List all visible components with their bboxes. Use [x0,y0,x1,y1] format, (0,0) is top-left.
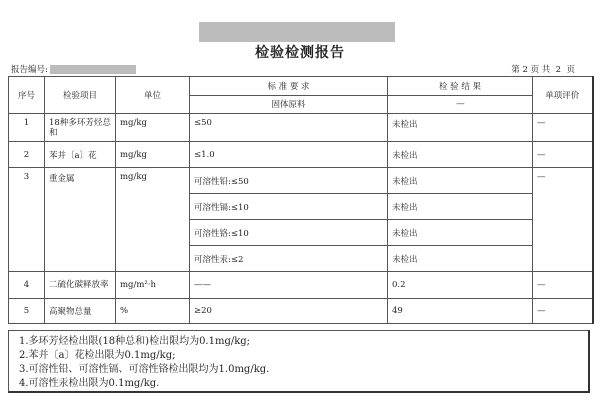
note-line: 4.可溶性汞检出限为0.1mg/kg. [19,378,160,389]
report-title: 检验检测报告 [255,45,345,61]
col-subheader-standard: 固体原料 [190,95,388,114]
row-standard: 可溶性镉:≤10 [190,194,388,220]
row-standard: ≤50 [190,114,388,142]
row-evaluation: ---- [533,142,593,168]
row-unit: mg/m²·h [116,272,190,299]
row-standard: —— [190,272,388,299]
report-number [11,63,136,75]
row-evaluation: ---- [533,272,593,299]
header-row [9,77,593,96]
row-standard: 可溶性汞:≤2 [190,246,388,272]
row-evaluation: ---- [533,114,593,142]
col-subheader-result: ---- [388,95,533,114]
col-header-seq: 序号 [9,77,45,114]
col-header-evaluation: 单项评价 [533,77,593,114]
page-info: 第 2 页 共 2 页 [511,65,575,75]
row-item: 重金属 [45,168,116,272]
row-seq: 2 [9,142,45,168]
col-header-unit: 单位 [116,77,190,114]
col-header-standard: 标 准 要 求 [190,77,388,96]
row-evaluation: ---- [533,168,593,272]
table-row [9,142,593,168]
row-result: 0.2 [388,272,533,299]
row-seq: 4 [9,272,45,299]
note-line: 3.可溶性铅、可溶性镉、可溶性铬检出限均为1.0mg/kg. [19,364,270,375]
row-unit: mg/kg [116,142,190,168]
row-seq: 5 [9,299,45,324]
table-row [9,114,593,142]
row-standard: ≥20 [190,299,388,324]
redacted-header-block [199,22,395,42]
row-item: 苯并〔a〕花 [45,142,116,168]
row-result: 未检出 [388,168,533,194]
row-standard: ≤1.0 [190,142,388,168]
note-line: 2.苯并〔a〕花检出限为0.1mg/kg; [19,350,176,361]
redacted-report-number [50,65,136,74]
note-line: 1.多环芳烃检出限(18种总和)检出限均为0.1mg/kg; [19,336,251,347]
row-result: 未检出 [388,220,533,246]
row-seq: 1 [9,114,45,142]
table-row [9,272,593,299]
row-item: 高聚物总量 [45,299,116,324]
row-item: 18种多环芳烃总和 [45,114,116,142]
row-unit: mg/kg [116,168,190,272]
col-header-result: 检 验 结 果 [388,77,533,96]
row-standard: 可溶性铬:≤10 [190,220,388,246]
row-item: 二硫化碳释放率 [45,272,116,299]
row-result: 未检出 [388,194,533,220]
row-result: 未检出 [388,114,533,142]
row-unit: % [116,299,190,324]
row-seq: 3 [9,168,45,272]
row-result: 未检出 [388,246,533,272]
row-result: 49 [388,299,533,324]
table-row [9,168,593,194]
row-unit: mg/kg [116,114,190,142]
table-row [9,299,593,324]
results-table [8,76,594,324]
notes-section [8,330,590,393]
row-evaluation: ---- [533,299,593,324]
row-result: 未检出 [388,142,533,168]
report-number-label: 报告编号: [11,65,48,75]
row-standard: 可溶性铅:≤50 [190,168,388,194]
col-header-item: 检验项目 [45,77,116,114]
